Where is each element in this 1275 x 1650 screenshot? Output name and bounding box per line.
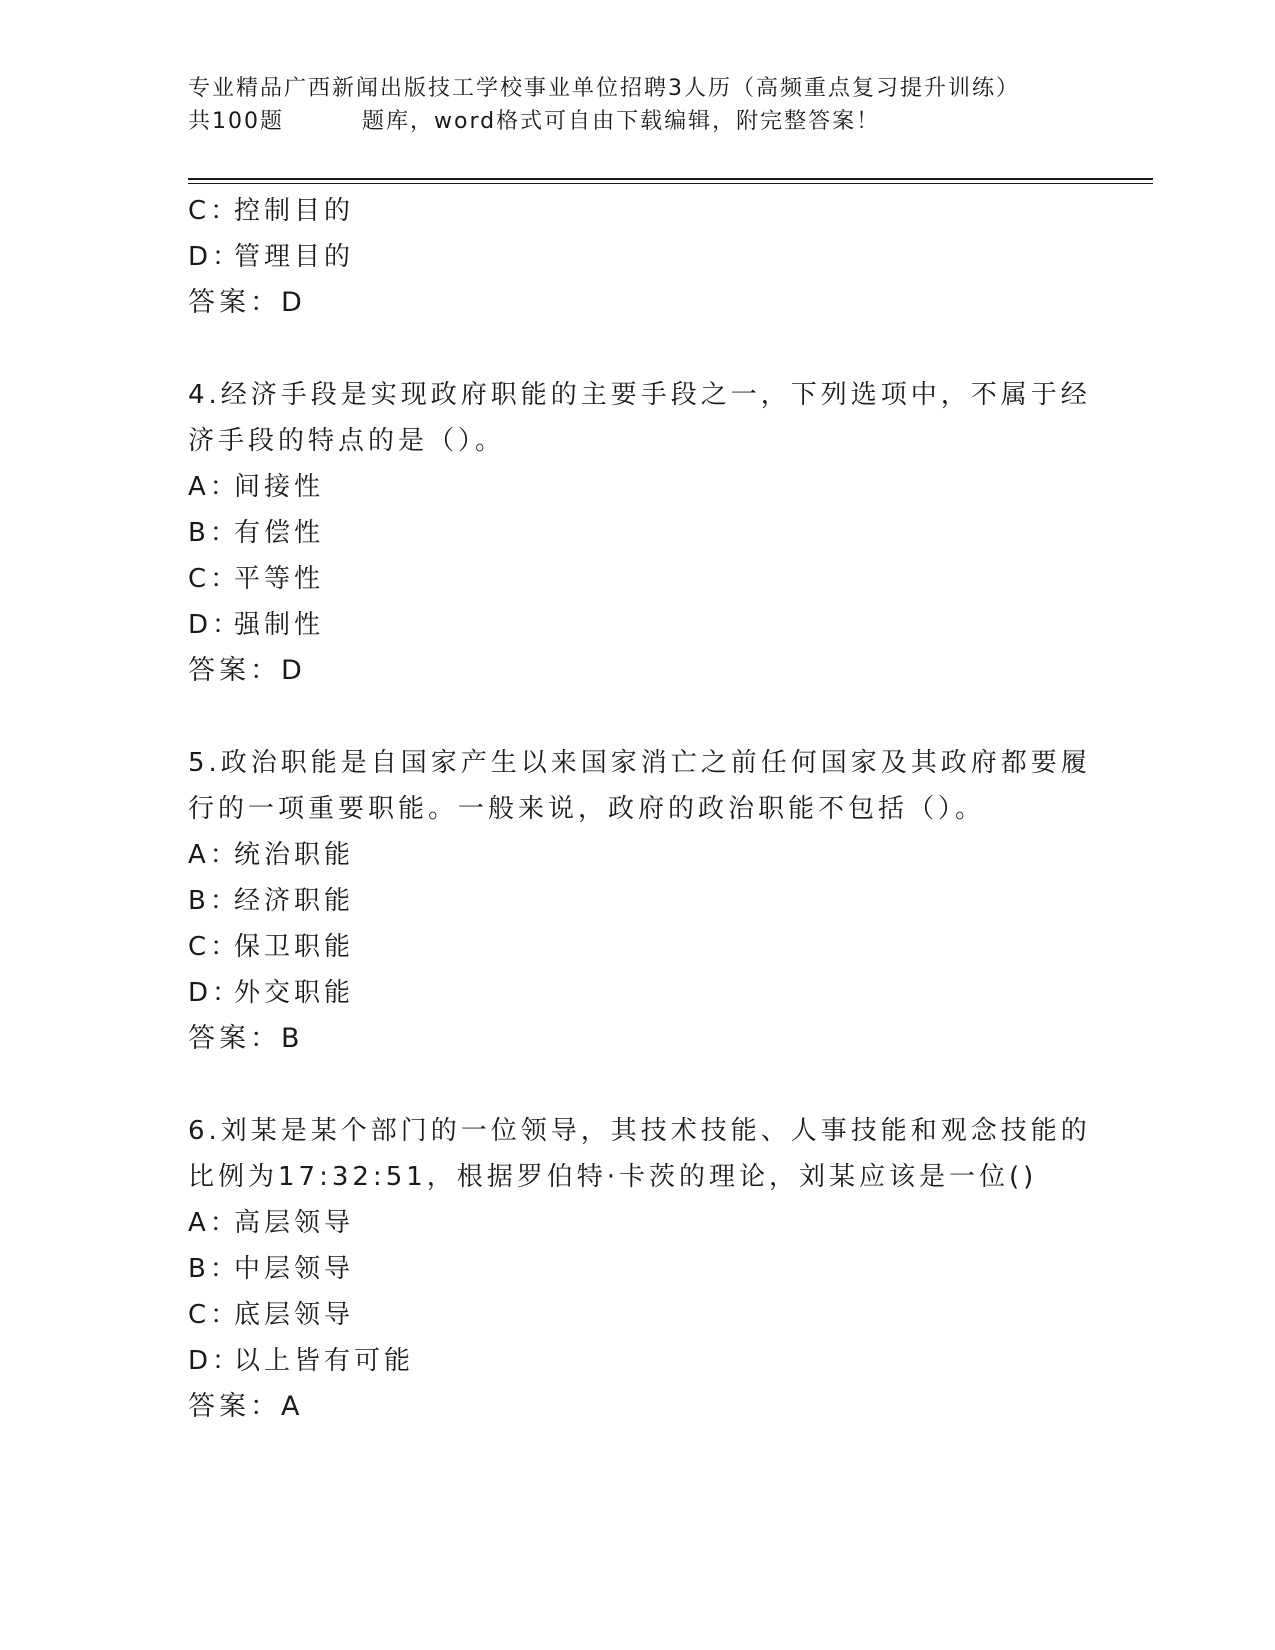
option-text: 平等性 [234, 564, 325, 594]
option-text: 中层领导 [234, 1254, 355, 1284]
option-text: 底层领导 [234, 1300, 355, 1330]
spacer [188, 1062, 1088, 1108]
option-line [188, 1292, 1088, 1338]
option-label: A： [188, 472, 240, 502]
header-rule-thick [188, 178, 1153, 180]
option-line [188, 510, 1088, 556]
option-line [188, 924, 1088, 970]
option-text: 统治职能 [234, 840, 355, 870]
option-line [188, 556, 1088, 602]
option-text: 高层领导 [234, 1208, 355, 1238]
question-stem-line: 4.经济手段是实现政府职能的主要手段之一，下列选项中，不属于经 [188, 380, 1091, 410]
option-label: D： [188, 242, 243, 272]
header-title-line: 专业精品广西新闻出版技工学校事业单位招聘3人历（高频重点复习提升训练） [188, 76, 1020, 101]
spacer [188, 694, 1088, 740]
option-label: C： [188, 932, 241, 962]
spacer [188, 326, 1088, 372]
option-text: 有偿性 [234, 518, 325, 548]
option-text: 控制目的 [234, 196, 355, 226]
option-label: C： [188, 564, 241, 594]
option-line [188, 234, 1088, 280]
question-stem-line: 5.政治职能是自国家产生以来国家消亡之前任何国家及其政府都要履 [188, 748, 1091, 778]
option-text: 间接性 [234, 472, 325, 502]
option-text: 管理目的 [234, 242, 355, 272]
header-rule-thin [188, 183, 1153, 184]
option-label: A： [188, 840, 240, 870]
option-text: 强制性 [234, 610, 325, 640]
answer-line: 答案：D [188, 655, 306, 686]
option-line [188, 602, 1088, 648]
header-question-count: 共100题 [188, 109, 284, 134]
answer-line: 答案：B [188, 1023, 304, 1054]
document-body [188, 188, 1091, 1430]
header-description: 题库，word格式可自由下载编辑，附完整答案！ [362, 109, 881, 134]
option-label: B： [188, 518, 240, 548]
option-label: D： [188, 610, 243, 640]
option-label: B： [188, 886, 240, 916]
page-header [188, 72, 1088, 138]
answer-line: 答案：A [188, 1391, 304, 1422]
answer-line: 答案：D [188, 287, 306, 318]
question-stem-line: 6.刘某是某个部门的一位领导，其技术技能、人事技能和观念技能的 [188, 1116, 1091, 1146]
option-text: 外交职能 [234, 978, 355, 1008]
option-label: D： [188, 1346, 243, 1376]
option-text: 以上皆有可能 [234, 1346, 415, 1376]
question-stem-line: 行的一项重要职能。一般来说，政府的政治职能不包括（）。 [188, 794, 986, 824]
option-line [188, 970, 1088, 1016]
option-line [188, 464, 1088, 510]
option-label: B： [188, 1254, 240, 1284]
option-label: C： [188, 196, 241, 226]
question-stem-line: 比例为17:32:51，根据罗伯特·卡茨的理论，刘某应该是一位() [188, 1162, 1038, 1192]
question-stem-line: 济手段的特点的是（）。 [188, 426, 506, 456]
option-line [188, 1338, 1088, 1384]
option-label: D： [188, 978, 243, 1008]
option-text: 经济职能 [234, 886, 355, 916]
option-line [188, 1200, 1088, 1246]
option-text: 保卫职能 [234, 932, 355, 962]
option-line [188, 878, 1088, 924]
header-subtitle-line [188, 105, 1088, 138]
option-label: A： [188, 1208, 240, 1238]
option-line [188, 832, 1088, 878]
option-line [188, 1246, 1088, 1292]
option-line [188, 188, 1088, 234]
option-label: C： [188, 1300, 241, 1330]
